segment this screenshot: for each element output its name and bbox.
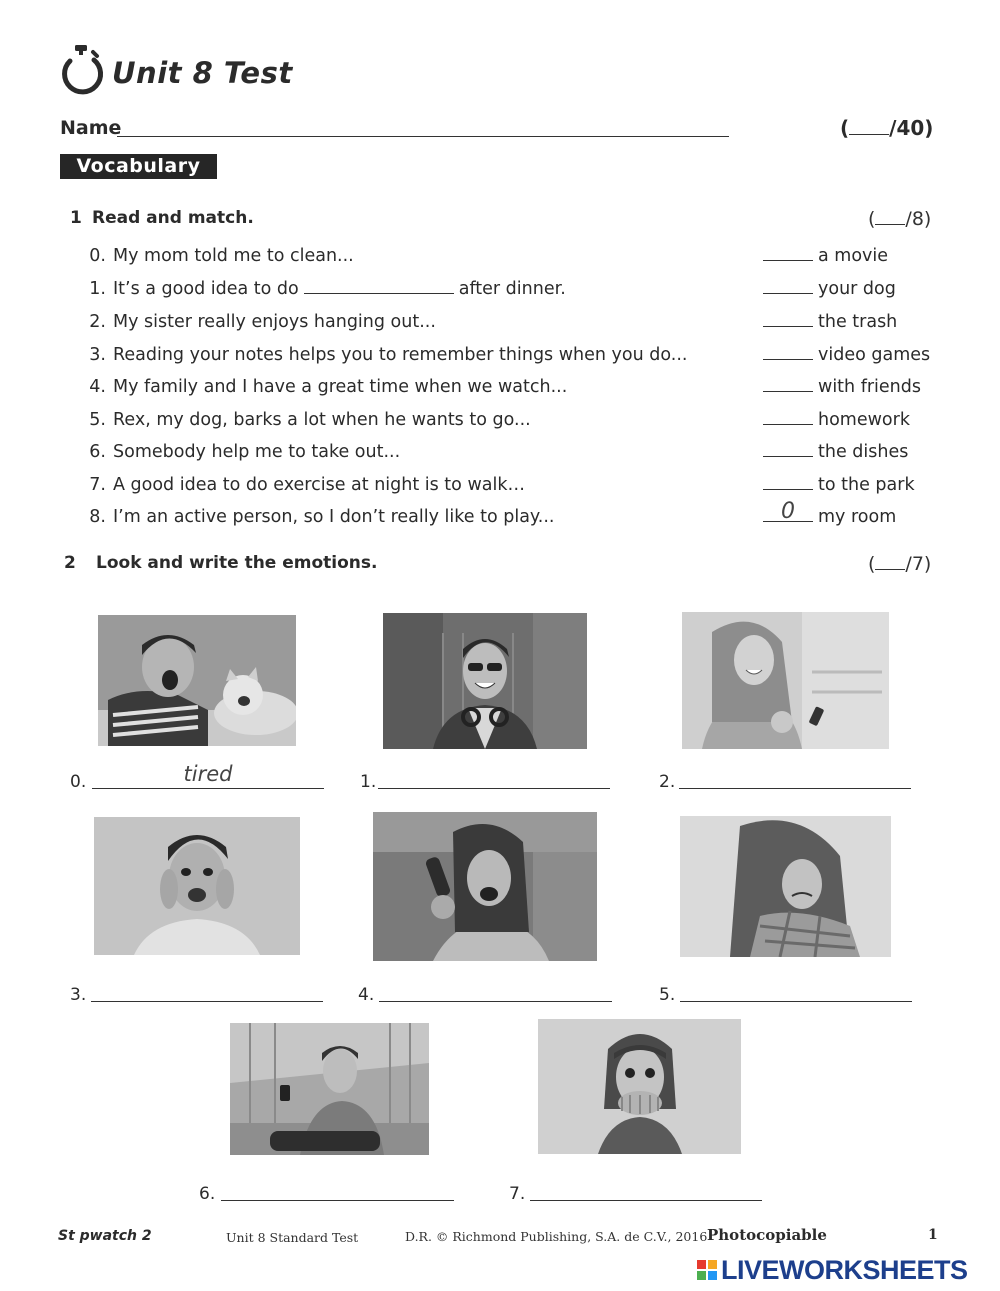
page-title: Unit 8 Test	[112, 56, 293, 90]
match-blank[interactable]	[763, 456, 813, 457]
photo-tired-boy-yawning	[98, 615, 296, 746]
match-blank[interactable]	[763, 260, 813, 261]
match-blank[interactable]	[763, 489, 813, 490]
answer-number-6: 6.	[199, 1184, 216, 1204]
answer-line-6[interactable]	[221, 1200, 454, 1201]
footer-copyright: D.R. © Richmond Publishing, S.A. de C.V., 2016	[405, 1229, 708, 1244]
liveworksheets-blocks-icon	[697, 1260, 717, 1280]
match-blank[interactable]	[763, 424, 813, 425]
answer-line-4[interactable]	[379, 1001, 612, 1002]
answer-line-1[interactable]	[378, 788, 610, 789]
photo-excited-girl-phone	[682, 612, 889, 749]
ex1-row-8: 8. I’m an active person, so I don’t really like to play... 0 my room	[89, 499, 897, 527]
liveworksheets-logo[interactable]	[697, 1256, 968, 1284]
exercise1-heading: 1 Read and match.	[70, 208, 254, 228]
exercise1-score: ( /8)	[868, 208, 932, 230]
answer-text-0: tired	[183, 762, 233, 786]
answer-line-0[interactable]	[92, 788, 324, 789]
answer-number-3: 3.	[70, 985, 87, 1005]
photo-surprised-man	[94, 817, 300, 955]
photo-scared-woman	[538, 1019, 741, 1154]
answer-number-2: 2.	[659, 772, 676, 792]
footer-test-name: Unit 8 Standard Test	[226, 1230, 359, 1245]
match-blank[interactable]	[763, 293, 813, 294]
footer-page-number: 1	[928, 1227, 938, 1243]
answer-number-1: 1.	[360, 772, 377, 792]
answer-number-5: 5.	[659, 985, 676, 1005]
name-input-line[interactable]	[117, 136, 729, 137]
footer-photocopiable: Photocopiable	[707, 1226, 827, 1244]
photo-bored-man-phone	[230, 1023, 429, 1155]
match-blank[interactable]	[763, 326, 813, 327]
photo-happy-man	[383, 613, 587, 749]
answer-number-0: 0.	[70, 772, 87, 792]
ex1-row-0: 0. My mom told me to clean... a movie	[89, 246, 889, 266]
stopwatch-icon	[58, 43, 104, 95]
vocabulary-section-label: Vocabulary	[60, 154, 217, 179]
ex1-row-2: 2. My sister really enjoys hanging out... the trash	[89, 312, 898, 332]
answer-line-2[interactable]	[679, 788, 911, 789]
ex1-row-3: 3. Reading your notes helps you to remember things when you do... video games	[89, 345, 931, 365]
answer-number-4: 4.	[358, 985, 375, 1005]
match-blank[interactable]	[763, 391, 813, 392]
name-label: Name	[60, 117, 122, 139]
ex1-row-6: 6. Somebody help me to take out... the dishes	[89, 442, 909, 462]
ex1-row-4: 4. My family and I have a great time when we watch... with friends	[89, 377, 921, 397]
photo-sad-girl	[680, 816, 891, 957]
example-answer: 0	[781, 499, 795, 524]
answer-line-5[interactable]	[680, 1001, 912, 1002]
ex1-row-1: 1. It’s a good idea to do after dinner. your dog	[89, 279, 896, 299]
photo-angry-woman-phone	[373, 812, 597, 961]
ex1-row-5: 5. Rex, my dog, barks a lot when he wants to go... homework	[89, 410, 910, 430]
exercise2-heading: 2 Look and write the emotions.	[64, 553, 378, 573]
exercise2-score: ( /7)	[868, 553, 932, 575]
answer-number-7: 7.	[509, 1184, 526, 1204]
liveworksheets-wordmark: LIVEWORKSHEETS	[721, 1254, 968, 1285]
total-score: ( /40)	[840, 116, 934, 140]
total-score-blank[interactable]	[849, 118, 889, 135]
stopwatch-series-logo: St pwatch 2	[58, 1228, 152, 1244]
match-blank[interactable]	[763, 359, 813, 360]
answer-line-3[interactable]	[91, 1001, 323, 1002]
fill-blank[interactable]	[304, 279, 454, 294]
answer-line-7[interactable]	[530, 1200, 762, 1201]
ex1-row-7: 7. A good idea to do exercise at night is to walk… to the park	[89, 475, 915, 495]
